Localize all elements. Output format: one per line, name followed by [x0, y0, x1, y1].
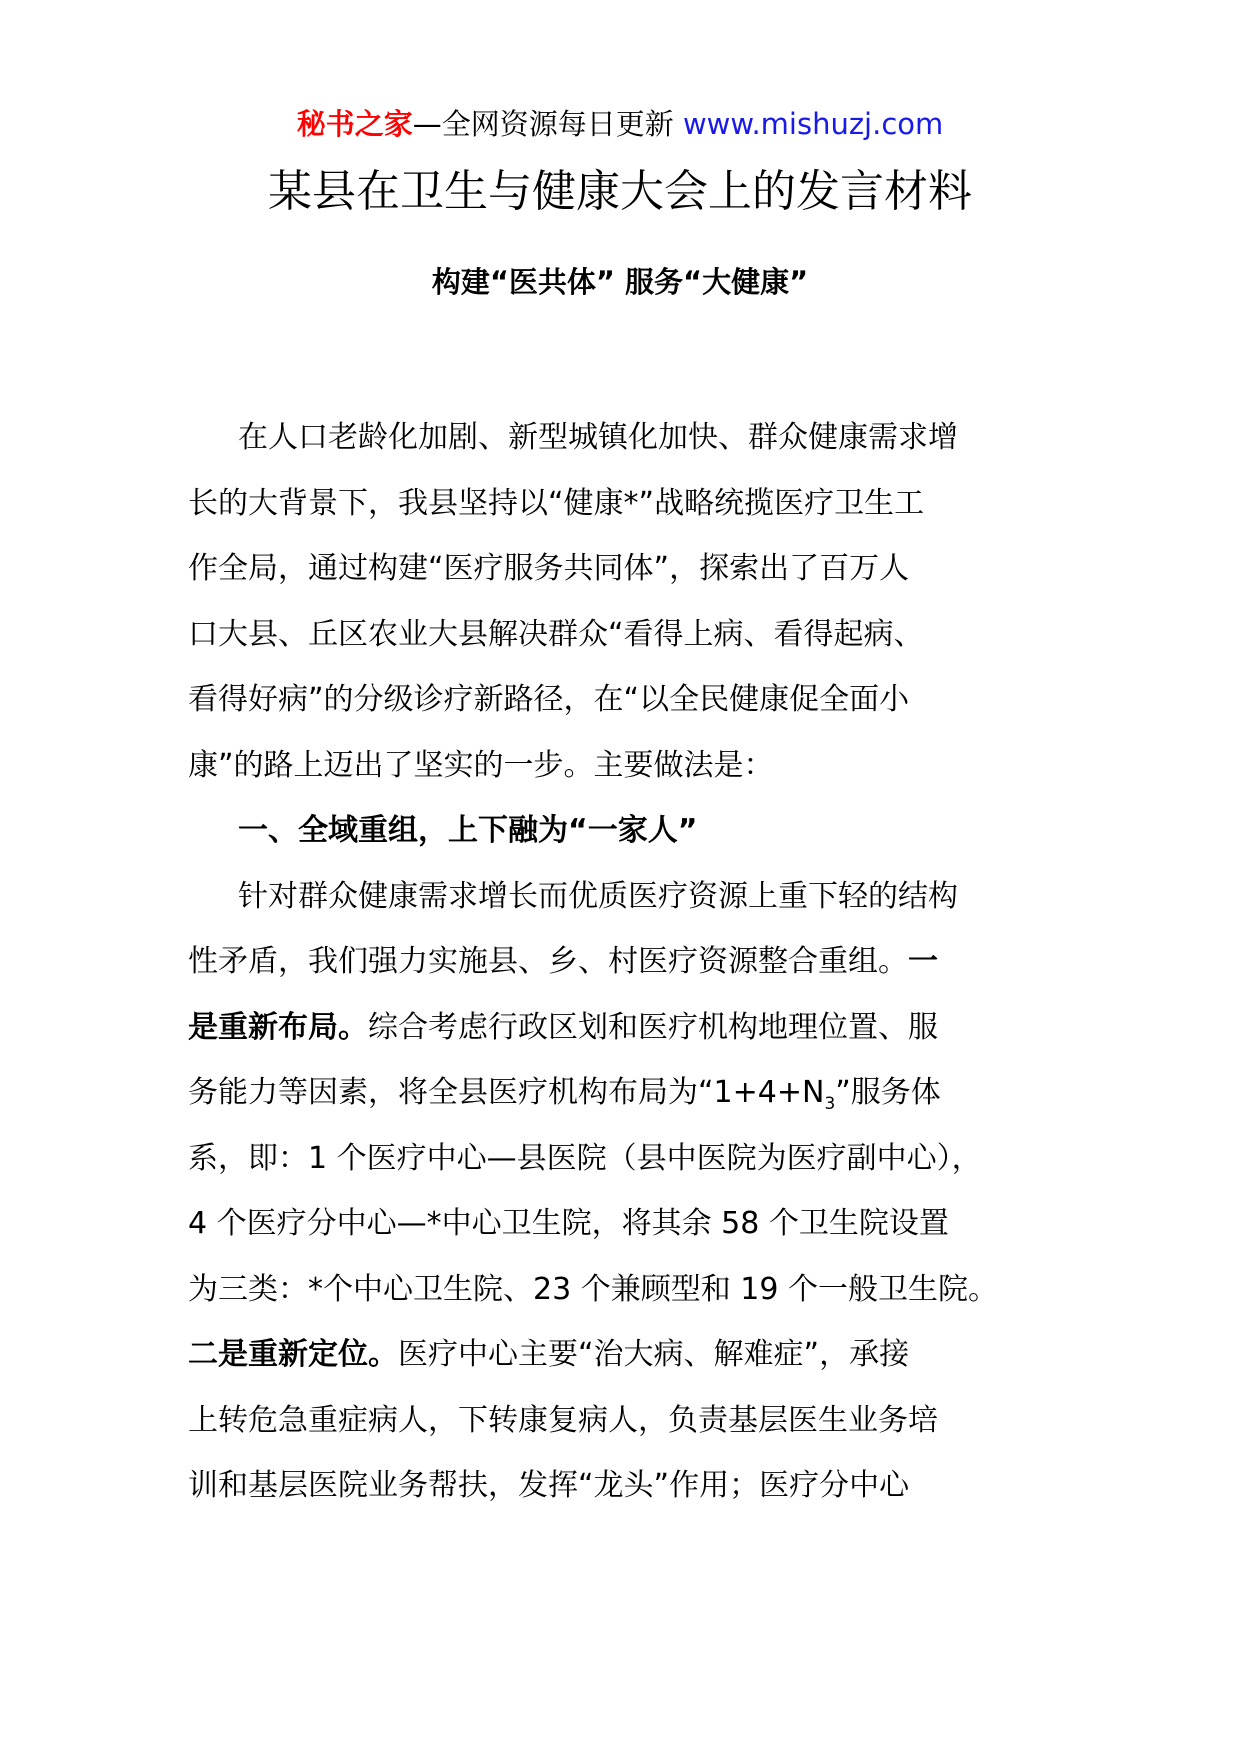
- paragraph-line: 针对群众健康需求增长而优质医疗资源上重下轻的结构: [238, 878, 958, 914]
- site-header: [0, 100, 1240, 148]
- site-url-link[interactable]: www.mishuzj.com: [682, 107, 944, 141]
- paragraph-line: 4 个医疗分中心—*中心卫生院，将其余 58 个卫生院设置: [188, 1206, 949, 1241]
- paragraph-line: 在人口老龄化加剧、新型城镇化加快、群众健康需求增: [238, 420, 958, 455]
- line-text: 务能力等因素，将全县医疗机构布局为“1+4+N: [188, 1075, 825, 1110]
- paragraph-line: 系，即：1 个医疗中心—县医院（县中医院为医疗副中心），: [188, 1140, 982, 1176]
- paragraph-line: 上转危急重症病人，下转康复病人，负责基层医生业务培: [188, 1402, 938, 1438]
- paragraph-line: [188, 929, 1088, 995]
- line-text: 综合考虑行政区划和医疗机构地理位置、服: [368, 1009, 938, 1045]
- paragraph-line: 康”的路上迈出了坚实的一步。主要做法是：: [188, 747, 774, 783]
- emphasis-text: 是重新布局。: [188, 1009, 368, 1045]
- document-title: 某县在卫生与健康大会上的发言材料: [268, 166, 972, 217]
- paragraph-line: [188, 995, 1088, 1061]
- paragraph-line: [188, 1060, 1088, 1126]
- paragraph-line: 作全局，通过构建“医疗服务共同体”，探索出了百万人: [188, 551, 910, 586]
- header-tagline: —全网资源每日更新: [412, 107, 683, 141]
- paragraph-line: 看得好病”的分级诊疗新路径，在“以全民健康促全面小: [188, 682, 910, 717]
- line-text: ”服务体: [835, 1075, 941, 1110]
- section-heading: 一、全域重组，上下融为“一家人”: [238, 813, 698, 848]
- line-text: 性矛盾，我们强力实施县、乡、村医疗资源整合重组。: [188, 944, 908, 979]
- paragraph-line: 训和基层医院业务帮扶，发挥“龙头”作用；医疗分中心: [188, 1468, 910, 1503]
- line-text: 医疗中心主要“治大病、解难症”，承接: [398, 1337, 910, 1372]
- paragraph-line: 口大县、丘区农业大县解决群众“看得上病、看得起病、: [188, 616, 924, 652]
- emphasis-text: 二是重新定位。: [188, 1337, 398, 1372]
- brand-name: 秘书之家: [296, 107, 413, 141]
- emphasis-text: 一: [908, 944, 938, 979]
- document-subtitle: 构建“医共体” 服务“大健康”: [431, 265, 809, 299]
- paragraph-line: [188, 1322, 1088, 1388]
- paragraph-line: 为三类：*个中心卫生院、23 个兼顾型和 19 个一般卫生院。: [188, 1271, 998, 1307]
- paragraph-line: 长的大背景下，我县坚持以“健康*”战略统揽医疗卫生工: [188, 485, 925, 521]
- body-text: [188, 405, 1088, 1519]
- subscript-text: 3: [824, 1094, 836, 1114]
